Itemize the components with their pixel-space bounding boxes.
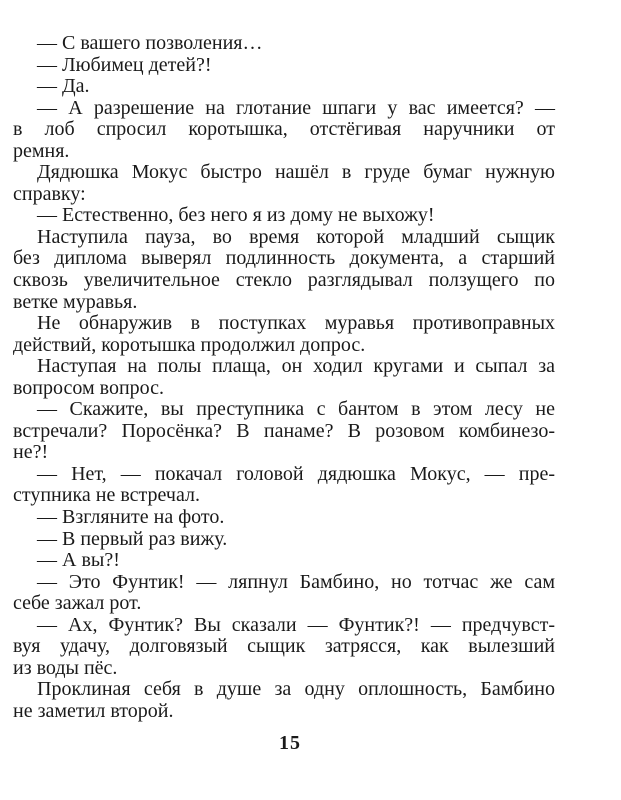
text-line: — Это Фунтик! — ляпнул Бамбино, но тотчас же сам [37,570,555,593]
paragraph [13,98,555,163]
text-line: — Ах, Фунтик? Вы сказали — Фунтик?! — предчувст- [37,613,555,636]
text-line: ветке муравья. [13,290,138,313]
text-line: из воды пёс. [13,656,118,679]
text-line: ступника не встречал. [13,484,200,507]
text-line: встречали? Поросёнка? В панаме? В розовом комбинезо- [13,419,555,442]
text-line: — Взгляните на фото. [37,506,225,529]
paragraph [13,205,555,227]
text-line: не?! [13,441,49,464]
text-line: вопросом вопрос. [13,376,165,399]
text-line: — Нет, — покачал головой дядюшка Мокус, — пре- [37,462,555,485]
book-page-text [13,33,555,723]
text-line: — Да. [37,75,90,98]
text-line: действий, коротышка продолжил допрос. [13,333,366,356]
paragraph [13,356,555,399]
text-line: вуя удачу, долговязый сыщик затрясся, как вылезший [13,635,555,658]
text-line: Наступая на полы плаща, он ходил кругами и сыпал за [37,355,555,378]
page-number: 15 [279,732,301,754]
paragraph [13,615,555,680]
paragraph [13,679,555,722]
paragraph [13,313,555,356]
text-line: — А разрешение на глотание шпаги у вас имеется? — [37,96,555,119]
paragraph [13,399,555,464]
paragraph [13,162,555,205]
text-line: справку: [13,182,86,205]
text-line: — Естественно, без него я из дому не выхожу! [37,204,435,227]
text-line: — В первый раз вижу. [37,527,228,550]
text-line: — Любимец детей?! [37,53,212,76]
text-line: Дядюшка Мокус быстро нашёл в груде бумаг нужную [37,161,555,184]
paragraph [13,55,555,77]
text-line: ремня. [13,139,70,162]
paragraph [13,33,555,55]
paragraph [13,529,555,551]
text-line: Наступила пауза, во время которой младший сыщик [37,225,555,248]
text-line: сквозь увеличительное стекло разглядывал ползущего по [13,269,555,292]
text-line: Проклиная себя в душе за одну оплошность, Бамбино [37,678,555,701]
paragraph [13,572,555,615]
text-line: не заметил второй. [13,699,174,722]
paragraph [13,76,555,98]
text-line: — А вы?! [37,549,120,572]
paragraph [13,507,555,529]
text-line: в лоб спросил коротышка, отстёгивая наручники от [13,118,555,141]
text-line: — С вашего позволения… [37,32,263,54]
paragraph [13,464,555,507]
text-line: Не обнаружив в поступках муравья противоправных [37,312,555,335]
text-line: — Скажите, вы преступника с бантом в этом лесу не [37,398,555,421]
text-line: без диплома выверял подлинность документа, а старший [13,247,555,270]
paragraph [13,227,555,313]
paragraph [13,550,555,572]
text-line: себе зажал рот. [13,592,142,615]
